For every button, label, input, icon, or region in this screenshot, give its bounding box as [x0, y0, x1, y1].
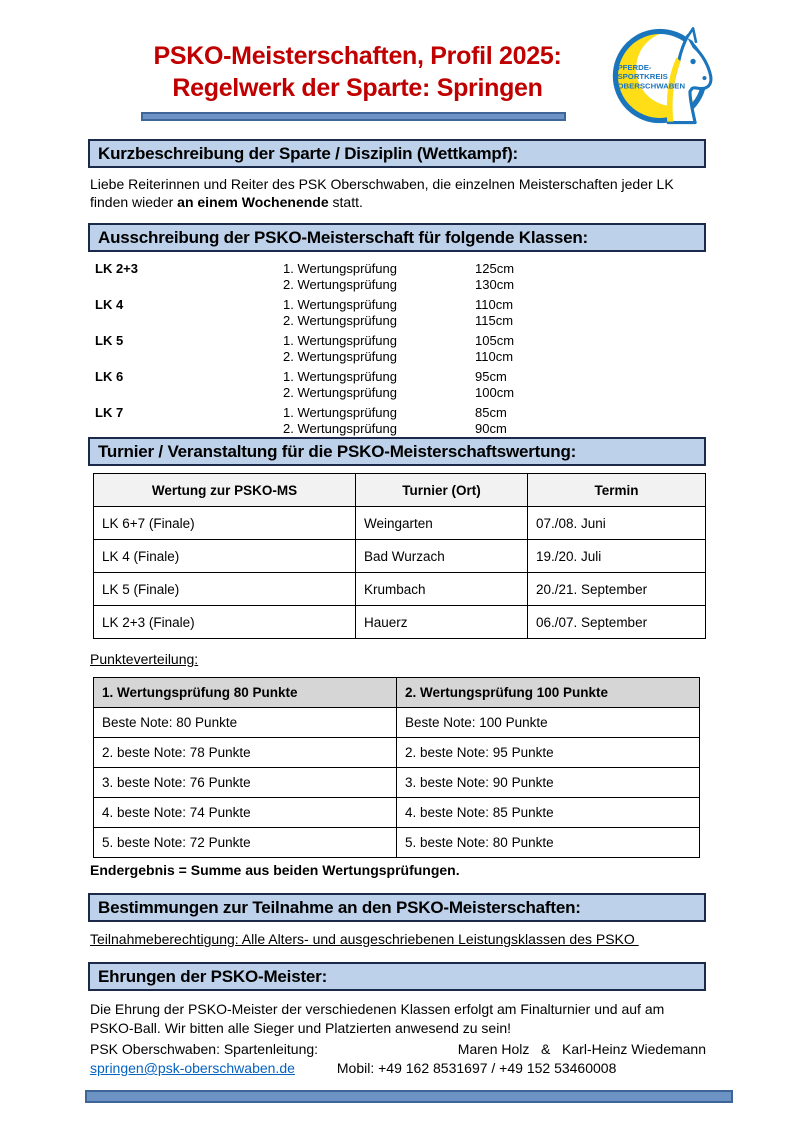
cell-termin: 20./21. September: [528, 573, 706, 606]
pruefung-hoehe: 100cm: [475, 384, 515, 400]
ehrungen-paragraph: Die Ehrung der PSKO-Meister der verschiedenen Klassen erfolgt am Finalturnier und auf am PSKO-Ball. Wir bitten alle Sieger und Platzierten anwesend zu sein!: [90, 1001, 669, 1036]
turnier-table: [93, 473, 706, 639]
table-row: [94, 828, 700, 858]
cell-wertung: LK 2+3 (Finale): [94, 606, 356, 639]
cell-punkte-wp1: 5. beste Note: 72 Punkte: [94, 828, 397, 858]
cell-termin: 06./07. September: [528, 606, 706, 639]
pruefung-name: 1. Wertungsprüfung: [283, 297, 397, 312]
heading-ehrungen-label: Ehrungen der PSKO-Meister:: [98, 966, 328, 986]
cell-turnier: Bad Wurzach: [356, 540, 528, 573]
heading-ehrungen: [88, 962, 706, 991]
pruefung-hoehe: 90cm: [475, 420, 507, 436]
pruefung-hoehe: 110cm: [475, 348, 514, 364]
spartenleitung-row: [90, 1041, 706, 1057]
pruefung-name: 1. Wertungsprüfung: [283, 405, 397, 420]
page-title-line2: Regelwerk der Sparte: Springen: [172, 74, 543, 102]
cell-termin: 07./08. Juni: [528, 507, 706, 540]
col-header-turnier: Turnier (Ort): [356, 474, 528, 507]
cell-turnier: Weingarten: [356, 507, 528, 540]
kurzbeschreibung-text-suffix: statt.: [328, 194, 363, 210]
table-row: [94, 738, 700, 768]
kurzbeschreibung-text-prefix: Liebe Reiterinnen und Reiter des PSK Oberschwaben, die einzelnen Meisterschaften jeder LK finden wieder: [90, 176, 678, 210]
klasse-label: LK 7: [95, 405, 124, 420]
cell-wertung: LK 4 (Finale): [94, 540, 356, 573]
pruefung-name: 2. Wertungsprüfung: [283, 276, 397, 292]
pruefung-name: 1. Wertungsprüfung: [283, 333, 397, 348]
page-title: [100, 40, 615, 104]
email-link[interactable]: springen@psk-oberschwaben.de: [90, 1060, 295, 1076]
cell-punkte-wp2: 4. beste Note: 85 Punkte: [397, 798, 700, 828]
list-item: [95, 333, 706, 364]
klasse-label: LK 6: [95, 369, 124, 384]
table-row: [94, 606, 706, 639]
col-header-wp2: 2. Wertungsprüfung 100 Punkte: [397, 678, 700, 708]
pruefung-name: 2. Wertungsprüfung: [283, 420, 397, 436]
cell-termin: 19./20. Juli: [528, 540, 706, 573]
list-item: [95, 369, 706, 400]
kurzbeschreibung-paragraph: [90, 175, 706, 211]
mobile-numbers: Mobil: +49 162 8531697 / +49 152 53460008: [336, 1060, 617, 1076]
title-divider-bar: [141, 112, 566, 121]
cell-punkte-wp1: Beste Note: 80 Punkte: [94, 708, 397, 738]
cell-turnier: Krumbach: [356, 573, 528, 606]
heading-turnier-label: Turnier / Veranstaltung für die PSKO-Meisterschaftswertung:: [98, 441, 577, 461]
pruefung-hoehe: 105cm: [475, 333, 515, 348]
cell-punkte-wp1: 3. beste Note: 76 Punkte: [94, 768, 397, 798]
pruefung-hoehe: 85cm: [475, 405, 507, 420]
logo-text-line2: SPORTKREIS: [617, 72, 668, 82]
cell-turnier: Hauerz: [356, 606, 528, 639]
spartenleitung-namen: Maren Holz & Karl-Heinz Wiedemann: [457, 1041, 706, 1057]
pruefung-hoehe: 130cm: [475, 276, 515, 292]
cell-punkte-wp1: 2. beste Note: 78 Punkte: [94, 738, 397, 768]
heading-kurzbeschreibung-label: Kurzbeschreibung der Sparte / Disziplin (Wettkampf):: [98, 143, 519, 163]
pruefung-name: 2. Wertungsprüfung: [283, 312, 397, 328]
heading-ausschreibung: [88, 223, 706, 252]
pruefung-name: 1. Wertungsprüfung: [283, 369, 397, 384]
heading-ausschreibung-label: Ausschreibung der PSKO-Meisterschaft für folgende Klassen:: [98, 227, 588, 247]
table-row: [94, 708, 700, 738]
pruefung-hoehe: 115cm: [475, 312, 514, 328]
table-row: [94, 507, 706, 540]
table-header-row: [94, 678, 700, 708]
table-row: [94, 573, 706, 606]
table-header-row: [94, 474, 706, 507]
page-title-line1: PSKO-Meisterschaften, Profil 2025:: [153, 42, 562, 70]
cell-punkte-wp2: 2. beste Note: 95 Punkte: [397, 738, 700, 768]
kurzbeschreibung-text-bold: an einem Wochenende: [177, 194, 329, 210]
list-item: [95, 405, 706, 436]
col-header-termin: Termin: [528, 474, 706, 507]
punkte-table: [93, 677, 700, 858]
cell-punkte-wp2: 5. beste Note: 80 Punkte: [397, 828, 700, 858]
heading-kurzbeschreibung: [88, 139, 706, 168]
pruefung-name: 2. Wertungsprüfung: [283, 384, 397, 400]
spartenleitung-label: PSK Oberschwaben: Spartenleitung:: [90, 1041, 319, 1057]
endergebnis-note: Endergebnis = Summe aus beiden Wertungsprüfungen.: [90, 862, 460, 878]
klasse-label: LK 2+3: [95, 261, 138, 276]
cell-punkte-wp2: Beste Note: 100 Punkte: [397, 708, 700, 738]
pruefung-hoehe: 95cm: [475, 369, 507, 384]
cell-wertung: LK 5 (Finale): [94, 573, 356, 606]
contact-row: [90, 1060, 706, 1076]
logo-text-line1: PFERDE-: [617, 62, 652, 72]
footer-divider-bar: [85, 1090, 733, 1103]
klasse-label: LK 4: [95, 297, 124, 312]
table-row: [94, 540, 706, 573]
table-row: [94, 768, 700, 798]
pruefung-name: 2. Wertungsprüfung: [283, 348, 397, 364]
cell-wertung: LK 6+7 (Finale): [94, 507, 356, 540]
pruefung-name: 1. Wertungsprüfung: [283, 261, 397, 276]
pruefung-hoehe: 110cm: [475, 297, 514, 312]
horse-head-logo-icon: [604, 26, 720, 126]
cell-punkte-wp1: 4. beste Note: 74 Punkte: [94, 798, 397, 828]
klasse-label: LK 5: [95, 333, 124, 348]
table-row: [94, 798, 700, 828]
pruefung-hoehe: 125cm: [475, 261, 515, 276]
klassen-list: [95, 261, 706, 441]
heading-bestimmungen: [88, 893, 706, 922]
punkteverteilung-label: Punkteverteilung:: [90, 651, 199, 667]
list-item: [95, 297, 706, 328]
teilnahmeberechtigung-text: Teilnahmeberechtigung: Alle Alters- und ausgeschriebenen Leistungsklassen des PSKO: [90, 931, 639, 947]
heading-turnier: [88, 437, 706, 466]
cell-punkte-wp2: 3. beste Note: 90 Punkte: [397, 768, 700, 798]
list-item: [95, 261, 706, 292]
psko-logo: [604, 26, 720, 126]
logo-text-line3: OBERSCHWABEN: [617, 81, 686, 91]
heading-bestimmungen-label: Bestimmungen zur Teilnahme an den PSKO-Meisterschaften:: [98, 897, 581, 917]
col-header-wertung: Wertung zur PSKO-MS: [94, 474, 356, 507]
col-header-wp1: 1. Wertungsprüfung 80 Punkte: [94, 678, 397, 708]
